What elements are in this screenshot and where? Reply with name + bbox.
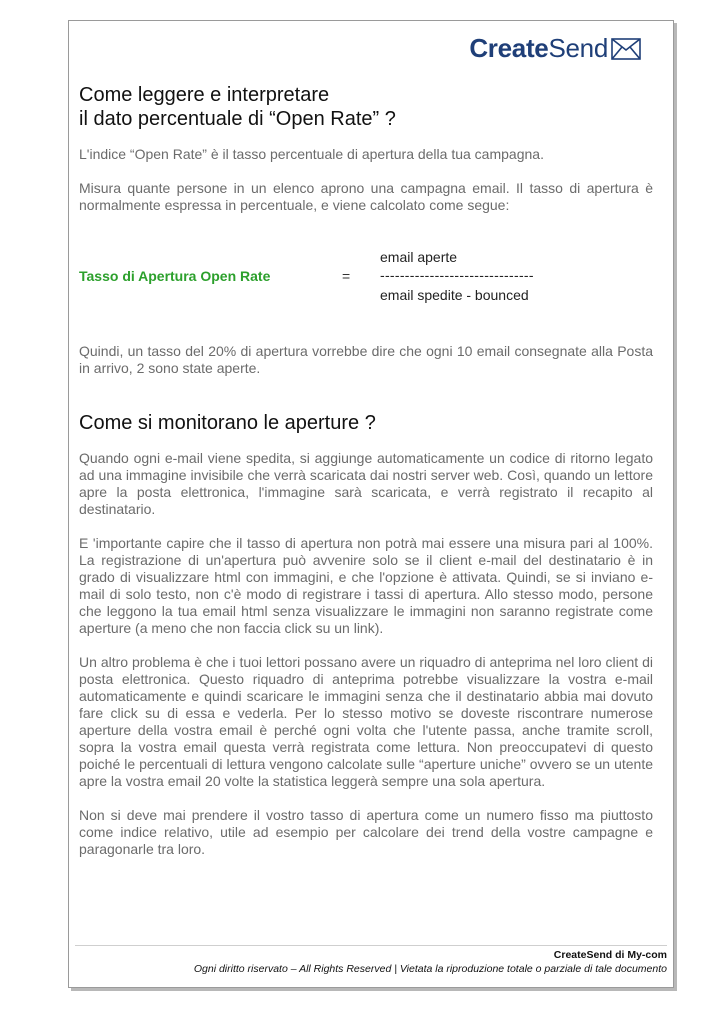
- envelope-icon: [611, 38, 641, 60]
- open-rate-definition: L'indice “Open Rate” è il tasso percentuale di apertura della tua campagna.: [79, 146, 544, 162]
- formula-denominator: email spedite - bounced: [380, 287, 529, 303]
- formula-equals: =: [342, 268, 351, 284]
- section1-title-line1: Come leggere e interpretare: [79, 84, 330, 106]
- page-footer: [75, 945, 667, 975]
- document-page: [68, 20, 674, 988]
- logo-text-create: Create: [469, 33, 549, 63]
- section2-title: Come si monitorano le aperture ?: [79, 412, 376, 434]
- footer-credit: CreateSend di My-com: [553, 949, 667, 961]
- section2-paragraph-2: E 'importante capire che il tasso di apertura non potrà mai essere una misura pari al 100%. La registrazione di un'apertura può avvenire solo se il client e-mail del destinatario è in grado di visualizzare html con immagini, e che l'opzione è attivata. Quindi, se si inviano e-mail di solo testo, non c'è modo di registrare i tassi di apertura. Allo stesso modo, persone che leggono la tua email html senza visualizzare le immagini non saranno registrate come aperture (a meno che non faccia click su un link).: [79, 535, 653, 636]
- createsend-logo: [469, 33, 641, 64]
- section2-paragraph-3: Un altro problema è che i tuoi lettori possano avere un riquadro di anteprima nel loro client di posta elettronica. Questo riquadro di anteprima potrebbe visualizzare la vostra e-mail automaticamente e quindi scaricare le immagini senza che il destinatario abbia mai dovuto fare click su di essa e vederla. Per lo stesso motivo se doveste riscontrare numerose aperture della vostra email è perché ogni volta che l'utente passa, anche tramite scroll, sopra la vostra email questa verrà registrata come lettura. Non preoccupatevi di questo poiché le percentuali di lettura vengono calcolate sulle “aperture uniche” ovvero se un utente apre la vostra email 20 volte la statistica leggerà sempre una sola apertura.: [79, 654, 653, 789]
- document-content: [79, 83, 653, 858]
- logo-text-send: Send: [548, 33, 608, 63]
- open-rate-description: Misura quante persone in un elenco aprono una campagna email. Il tasso di apertura è normalmente espressa in percentuale, e viene calcolato come segue:: [79, 180, 653, 213]
- section2-paragraph-1: Quando ogni e-mail viene spedita, si aggiunge automaticamente un codice di ritorno legato ad una immagine invisibile che verrà scaricata dai nostri server web. Così, quando un lettore apre la posta elettronica, l'immagine sarà scaricata, e verrà registrato il recapito al destinatario.: [79, 450, 653, 517]
- formula-label: Tasso di Apertura Open Rate: [79, 268, 271, 284]
- open-rate-example: Quindi, un tasso del 20% di apertura vorrebbe dire che ogni 10 email consegnate alla Posta in arrivo, 2 sono state aperte.: [79, 343, 653, 376]
- section2-paragraph-4: Non si deve mai prendere il vostro tasso di apertura come un numero fisso ma piuttosto come indice relativo, utile ad esempio per calcolare dei trend della vostre campagne e paragonarle tra loro.: [79, 807, 653, 857]
- section1-title-line2: il dato percentuale di “Open Rate” ?: [79, 108, 396, 130]
- open-rate-formula: [79, 245, 653, 305]
- footer-copyright: Ogni diritto riservato – All Rights Reserved | Vietata la riproduzione totale o parziale di tale documento: [193, 963, 667, 975]
- section1-title: [79, 83, 653, 131]
- formula-numerator: email aperte: [380, 249, 458, 265]
- formula-fraction-bar: -------------------------------: [380, 267, 534, 283]
